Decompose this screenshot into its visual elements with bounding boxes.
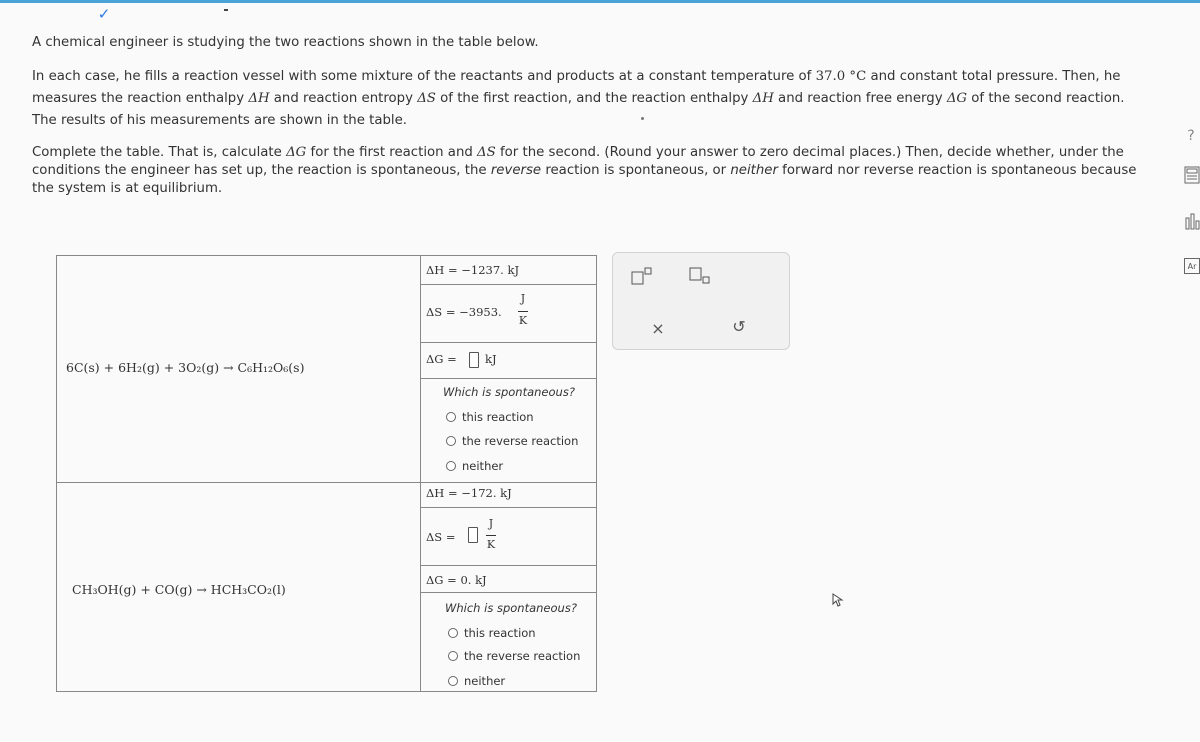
undo-icon[interactable]: ↺ (732, 317, 746, 336)
unit-J: J (488, 517, 494, 530)
cell-divider (420, 284, 597, 285)
radio-icon[interactable] (448, 628, 458, 638)
table-border-bottom (56, 691, 597, 692)
reaction-2-option-neither[interactable]: neither (448, 673, 505, 689)
bar-chart-icon[interactable] (1184, 212, 1200, 230)
table-border-left (56, 255, 57, 692)
cell-divider (420, 565, 597, 566)
periodic-table-icon[interactable]: Ar (1184, 258, 1200, 274)
reaction-1-option-this[interactable]: this reaction (446, 409, 534, 425)
cell-divider (420, 378, 597, 379)
reaction-2-dH: ΔH = −172. kJ (426, 486, 512, 500)
top-accent-bar (0, 0, 1200, 3)
table-column-divider (420, 255, 421, 692)
divider-dash (224, 9, 228, 11)
clear-icon[interactable]: × (651, 319, 665, 338)
reaction-2-question: Which is spontaneous? (445, 601, 577, 615)
superscript-box-icon[interactable] (631, 267, 653, 285)
reaction-1-option-neither[interactable]: neither (446, 458, 503, 474)
task-paragraph: Complete the table. That is, calculate ΔG for the first reaction and ΔS for the second. (Round your answer to zero decimal places.) Then, decide whether, under the conditions the engineer has set up, the reaction is spontaneous, the reverse reaction is spontaneous, or neither forward nor reverse reaction is spontaneous because the system is at equilibrium. (32, 145, 1137, 196)
stray-dot (641, 117, 644, 120)
cell-divider (420, 592, 597, 593)
reaction-1-dG-label: ΔG = (426, 352, 457, 366)
table-border-top (56, 255, 597, 256)
mouse-cursor-icon (832, 593, 846, 607)
intro-text: A chemical engineer is studying the two reactions shown in the table below. (32, 35, 539, 50)
fraction-bar (518, 311, 528, 312)
unit-K: K (518, 314, 528, 327)
subscript-box-icon[interactable] (689, 267, 711, 285)
collapse-chevron-icon[interactable]: ✓ (97, 5, 111, 23)
reaction-1-dH: ΔH = −1237. kJ (426, 263, 520, 277)
radio-icon[interactable] (446, 461, 456, 471)
reaction-2-equation: CH₃OH(g) + CO(g) → HCH₃CO₂(l) (72, 582, 286, 597)
instructions-paragraph: In each case, he fills a reaction vessel with some mixture of the reactants and products at a constant temperature of 37.0 °C and constant total pressure. Then, he measures the reaction enthalpy ΔH and reaction entropy ΔS of the first reaction, and the reaction enthalpy ΔH and reaction free energy ΔG of the second reaction. The results of his measurements are shown in the table. (32, 69, 1125, 128)
reaction-2-option-this[interactable]: this reaction (448, 625, 536, 641)
fraction-bar (486, 535, 496, 536)
reaction-1-dG-unit: kJ (485, 352, 497, 366)
radio-icon[interactable] (446, 412, 456, 422)
reaction-1-equation: 6C(s) + 6H₂(g) + 3O₂(g) → C₆H₁₂O₆(s) (66, 360, 305, 375)
reaction-1-dS: ΔS = −3953. (426, 305, 502, 319)
cell-divider (420, 507, 597, 508)
radio-icon[interactable] (448, 676, 458, 686)
cell-divider (420, 342, 597, 343)
reaction-2-dS-label: ΔS = (426, 530, 456, 544)
table-row-divider (56, 482, 597, 483)
radio-icon[interactable] (448, 651, 458, 661)
math-tool-panel (612, 252, 790, 350)
radio-icon[interactable] (446, 436, 456, 446)
reaction-2-dS-input[interactable] (468, 527, 478, 543)
unit-K: K (486, 538, 496, 551)
reaction-2-dG: ΔG = 0. kJ (426, 573, 487, 587)
help-icon[interactable]: ? (1187, 128, 1195, 144)
reaction-1-dG-input[interactable] (469, 352, 479, 368)
reaction-2-option-reverse[interactable]: the reverse reaction (448, 648, 580, 664)
unit-J: J (520, 292, 526, 305)
reaction-1-option-reverse[interactable]: the reverse reaction (446, 433, 578, 449)
reaction-1-question: Which is spontaneous? (443, 385, 575, 399)
table-border-right (596, 255, 597, 692)
calculator-icon[interactable] (1184, 166, 1200, 184)
